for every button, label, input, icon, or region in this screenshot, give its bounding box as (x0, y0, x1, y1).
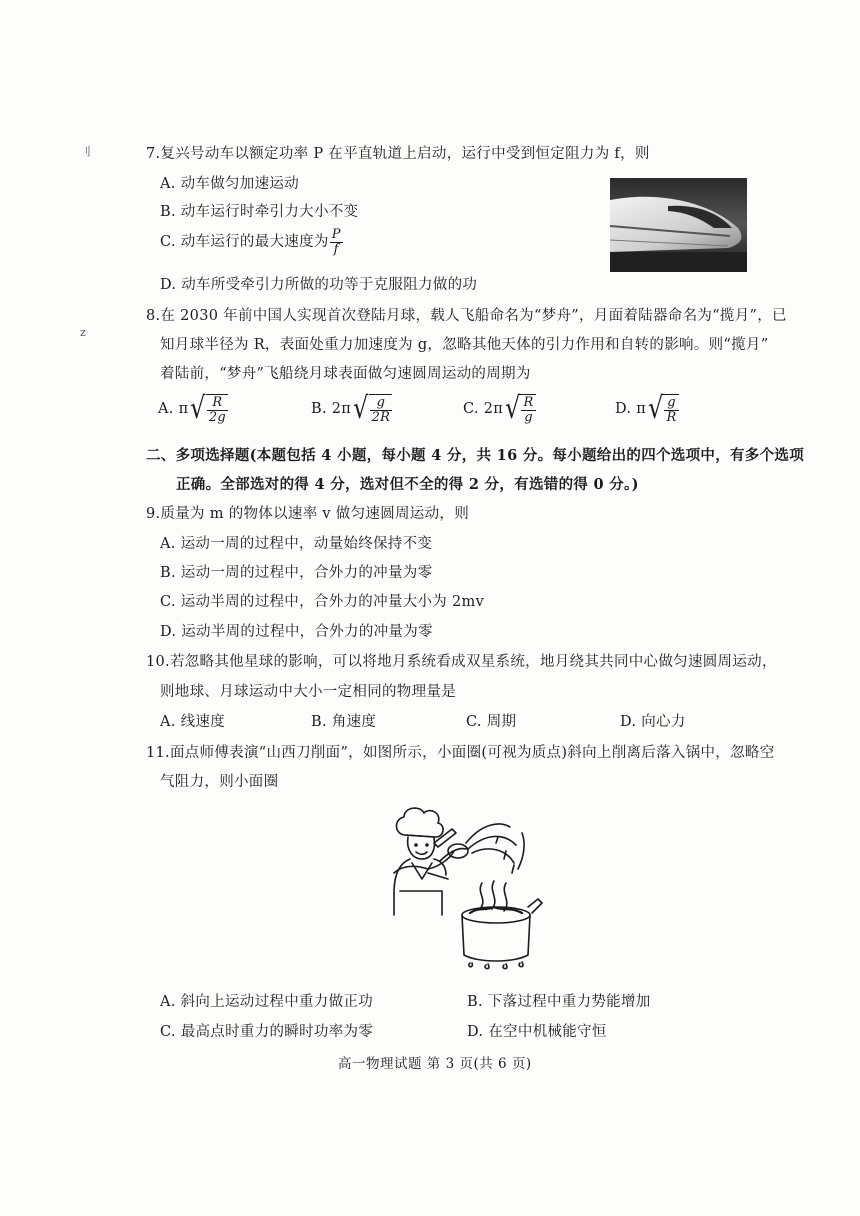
question-7-option-a: A. 动车做匀加速运动 (160, 176, 299, 192)
section-2-line-1: 二、多项选择题(本题包括 4 小题，每小题 4 分，共 16 分。每小题给出的四个选项中，有多个选项 (146, 447, 805, 464)
page-footer: 高一物理试题 第 3 页(共 6 页) (338, 1056, 532, 1072)
question-11-option-b: B. 下落过程中重力势能增加 (467, 994, 651, 1010)
fraction-numerator: g (370, 396, 393, 411)
question-9-stem: 9.质量为 m 的物体以速率 v 做匀速圆周运动，则 (146, 506, 470, 522)
question-11-option-a: A. 斜向上运动过程中重力做正功 (160, 994, 373, 1010)
radical-sign: √ (353, 391, 369, 427)
question-8-option-d (615, 391, 679, 427)
question-9-option-b: B. 运动一周的过程中，合外力的冲量为零 (160, 565, 433, 581)
square-root (646, 391, 679, 427)
fraction-numerator: R (207, 396, 228, 411)
margin-mark: z (80, 326, 86, 339)
option-c-text: C. 动车运行的最大速度为 (160, 234, 329, 251)
high-speed-train-photo (610, 178, 747, 272)
question-9-option-c: C. 运动半周的过程中，合外力的冲量大小为 2mv (160, 594, 485, 610)
question-8-option-c (463, 391, 536, 427)
question-7-option-b: B. 动车运行时牵引力大小不变 (160, 204, 359, 220)
question-7-option-d: D. 动车所受牵引力所做的功等于克服阻力做的功 (160, 277, 478, 293)
square-root (503, 391, 536, 427)
question-9-option-d: D. 运动半周的过程中，合外力的冲量为零 (160, 624, 433, 640)
margin-mark: 刂 (80, 145, 91, 158)
question-8-option-b (311, 391, 392, 427)
question-10-option-c: C. 周期 (466, 714, 517, 730)
question-8-line-2: 知月球半径为 R，表面处重力加速度为 g，忽略其他天体的引力作用和自转的影响。则“揽月” (160, 337, 769, 353)
option-prefix: C. 2π (463, 401, 504, 418)
radical-sign: √ (190, 391, 206, 427)
fraction-denominator: 2R (371, 409, 391, 425)
fraction-numerator: R (523, 395, 534, 410)
question-10-option-b: B. 角速度 (311, 714, 377, 730)
section-2-line-2: 正确。全部选对的得 4 分，选对但不全的得 2 分，有选错的得 0 分。) (176, 476, 639, 493)
chef-shaving-noodles-illustration (382, 803, 550, 971)
question-10-line-1: 10.若忽略其他星球的影响，可以将地月系统看成双星系统，地月绕其共同中心做匀速圆周运动， (146, 654, 777, 670)
question-10-line-2: 则地球、月球运动中大小一定相同的物理量是 (160, 684, 456, 700)
question-10-option-d: D. 向心力 (620, 714, 686, 730)
fraction-denominator: g (524, 409, 533, 425)
question-10-option-a: A. 线速度 (160, 714, 225, 730)
fraction-denominator: f (333, 241, 339, 257)
fraction-numerator: P (331, 227, 341, 242)
option-prefix: D. π (615, 401, 647, 418)
radical-sign: √ (505, 391, 521, 427)
max-speed-fraction (330, 228, 343, 256)
fraction-denominator: 2g (208, 409, 227, 425)
option-prefix: B. 2π (311, 401, 352, 418)
question-7-stem: 7.复兴号动车以额定功率 P 在平直轨道上启动，运行中受到恒定阻力为 f，则 (146, 146, 650, 162)
option-prefix: A. π (158, 401, 189, 418)
question-11-option-c: C. 最高点时重力的瞬时功率为零 (160, 1024, 374, 1040)
square-root (188, 391, 228, 427)
question-11-option-d: D. 在空中机械能守恒 (467, 1024, 607, 1040)
question-8-line-1: 8.在 2030 年前中国人实现首次登陆月球，载人飞船命名为“梦舟”，月面着陆器命名为“揽月”，已 (146, 308, 787, 324)
radical-sign: √ (648, 391, 664, 427)
square-root (351, 391, 392, 427)
question-8-line-3: 着陆前，“梦舟”飞船绕月球表面做匀速圆周运动的周期为 (160, 366, 531, 382)
question-8-option-a (158, 391, 228, 427)
question-9-option-a: A. 运动一周的过程中，动量始终保持不变 (160, 536, 433, 552)
fraction-numerator: g (664, 396, 678, 411)
fraction-denominator: R (666, 409, 677, 425)
question-11-line-1: 11.面点师傅表演“山西刀削面”，如图所示，小面圈(可视为质点)斜向上削离后落入锅中，忽略空 (146, 745, 775, 761)
question-7-option-c (160, 228, 343, 256)
question-11-line-2: 气阻力，则小面圈 (160, 774, 279, 790)
